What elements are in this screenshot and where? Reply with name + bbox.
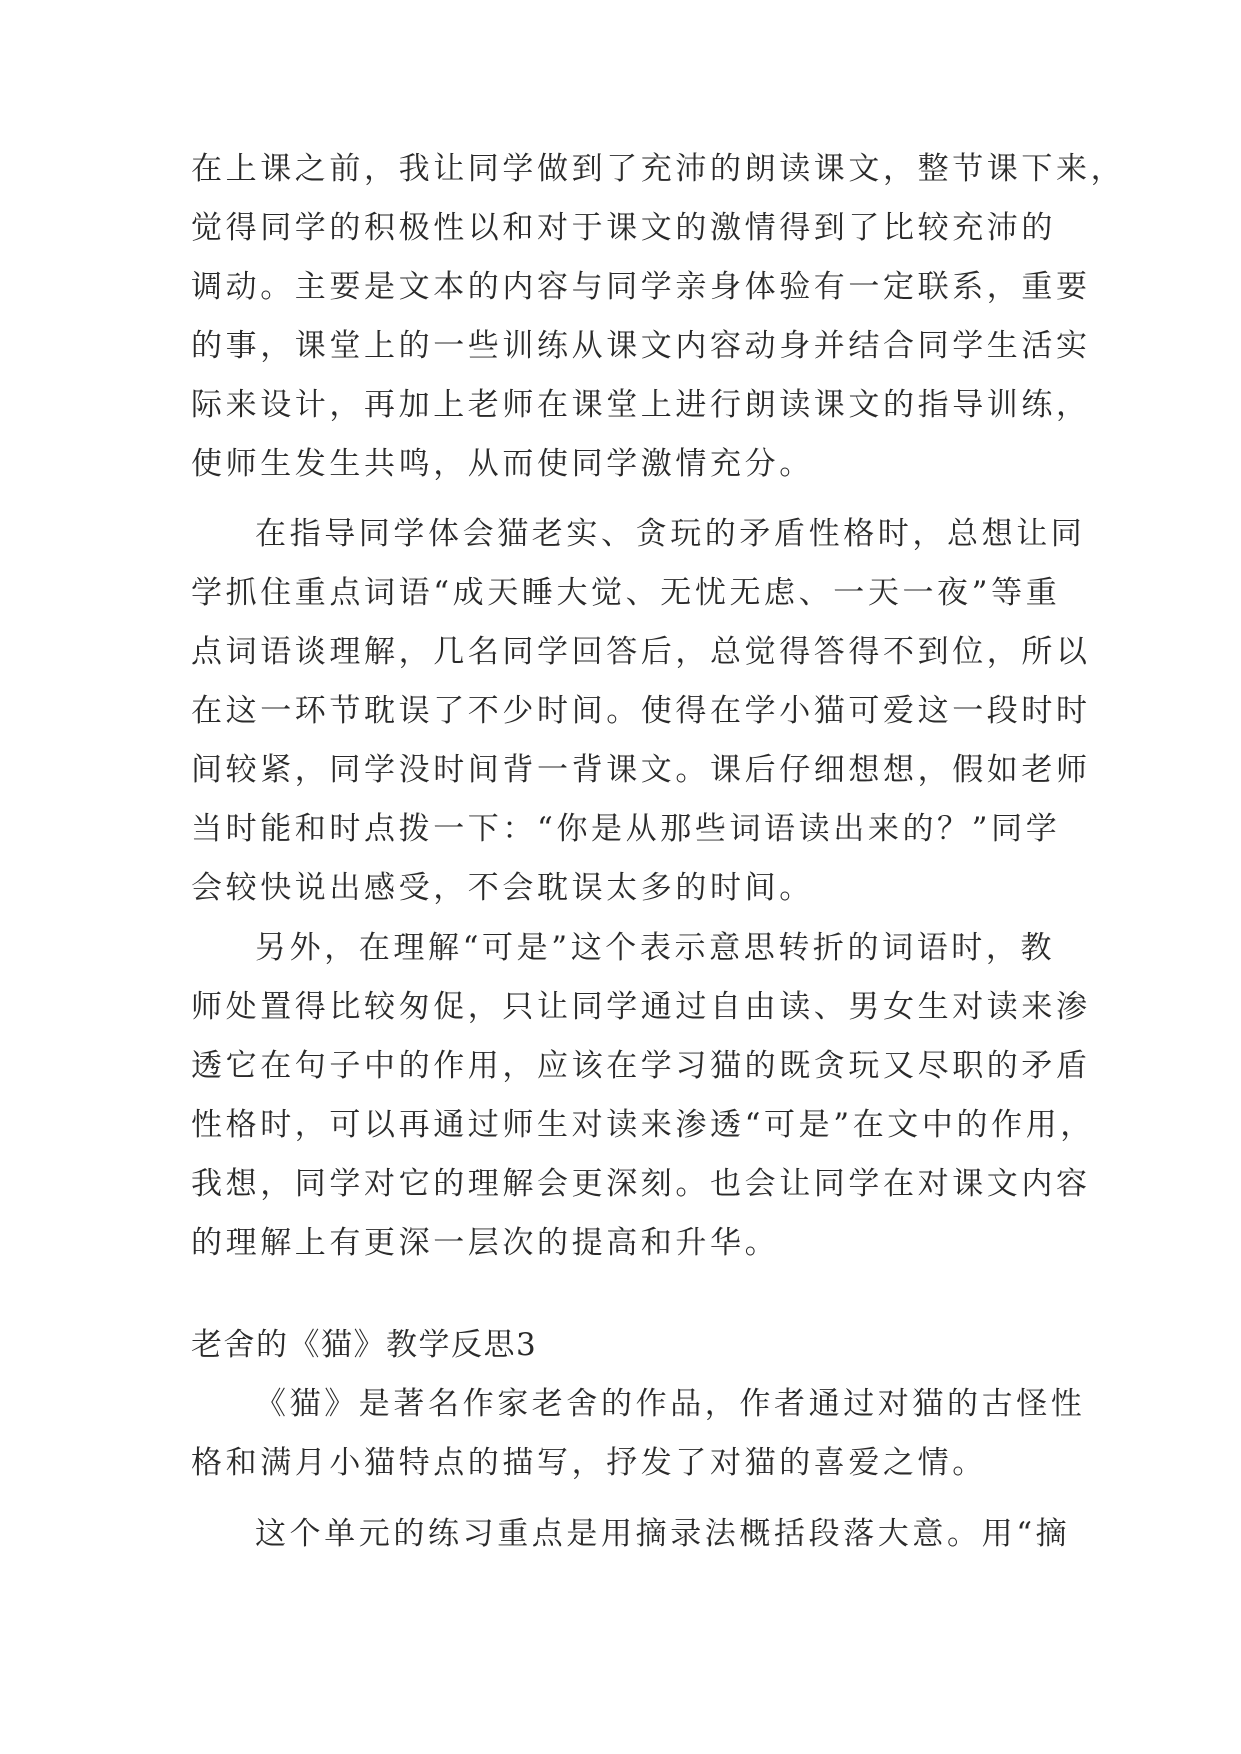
text-line: 我想，同学对它的理解会更深刻。也会让同学在对课文内容 <box>191 1166 1091 1202</box>
text-line: 点词语谈理解，几名同学回答后，总觉得答得不到位，所以 <box>191 634 1091 670</box>
text-line: 学抓住重点词语“成天睡大觉、无忧无虑、一天一夜”等重 <box>191 575 1061 611</box>
text-line: 使师生发生共鸣，从而使同学激情充分。 <box>191 446 814 482</box>
text-line: 性格时，可以再通过师生对读来渗透“可是”在文中的作用， <box>191 1107 1095 1143</box>
section-heading: 老舍的《猫》教学反思3 <box>191 1327 538 1363</box>
text-line: 的理解上有更深一层次的提高和升华。 <box>191 1225 780 1261</box>
text-line: 调动。主要是文本的内容与同学亲身体验有一定联系，重要 <box>191 269 1091 305</box>
text-line: 另外，在理解“可是”这个表示意思转折的词语时，教 <box>255 930 1056 966</box>
text-line: 当时能和时点拨一下：“你是从那些词语读出来的？”同学 <box>191 811 1061 847</box>
text-line: 间较紧，同学没时间背一背课文。课后仔细想想，假如老师 <box>191 752 1091 788</box>
text-line: 会较快说出感受，不会耽误太多的时间。 <box>191 870 814 906</box>
text-line: 《猫》是著名作家老舍的作品，作者通过对猫的古怪性 <box>255 1386 1086 1422</box>
text-line: 在上课之前，我让同学做到了充沛的朗读课文，整节课下来， <box>191 151 1126 187</box>
text-line: 际来设计，再加上老师在课堂上进行朗读课文的指导训练， <box>191 387 1091 423</box>
text-line: 觉得同学的积极性以和对于课文的激情得到了比较充沛的 <box>191 210 1056 246</box>
text-line: 这个单元的练习重点是用摘录法概括段落大意。用“摘 <box>255 1516 1071 1552</box>
text-line: 在这一环节耽误了不少时间。使得在学小猫可爱这一段时时 <box>191 693 1091 729</box>
text-line: 格和满月小猫特点的描写，抒发了对猫的喜爱之情。 <box>191 1445 987 1481</box>
text-line: 师处置得比较匆促，只让同学通过自由读、男女生对读来渗 <box>191 989 1091 1025</box>
text-line: 的事，课堂上的一些训练从课文内容动身并结合同学生活实 <box>191 328 1091 364</box>
text-line: 透它在句子中的作用，应该在学习猫的既贪玩又尽职的矛盾 <box>191 1048 1091 1084</box>
text-line: 在指导同学体会猫老实、贪玩的矛盾性格时，总想让同 <box>255 516 1086 552</box>
